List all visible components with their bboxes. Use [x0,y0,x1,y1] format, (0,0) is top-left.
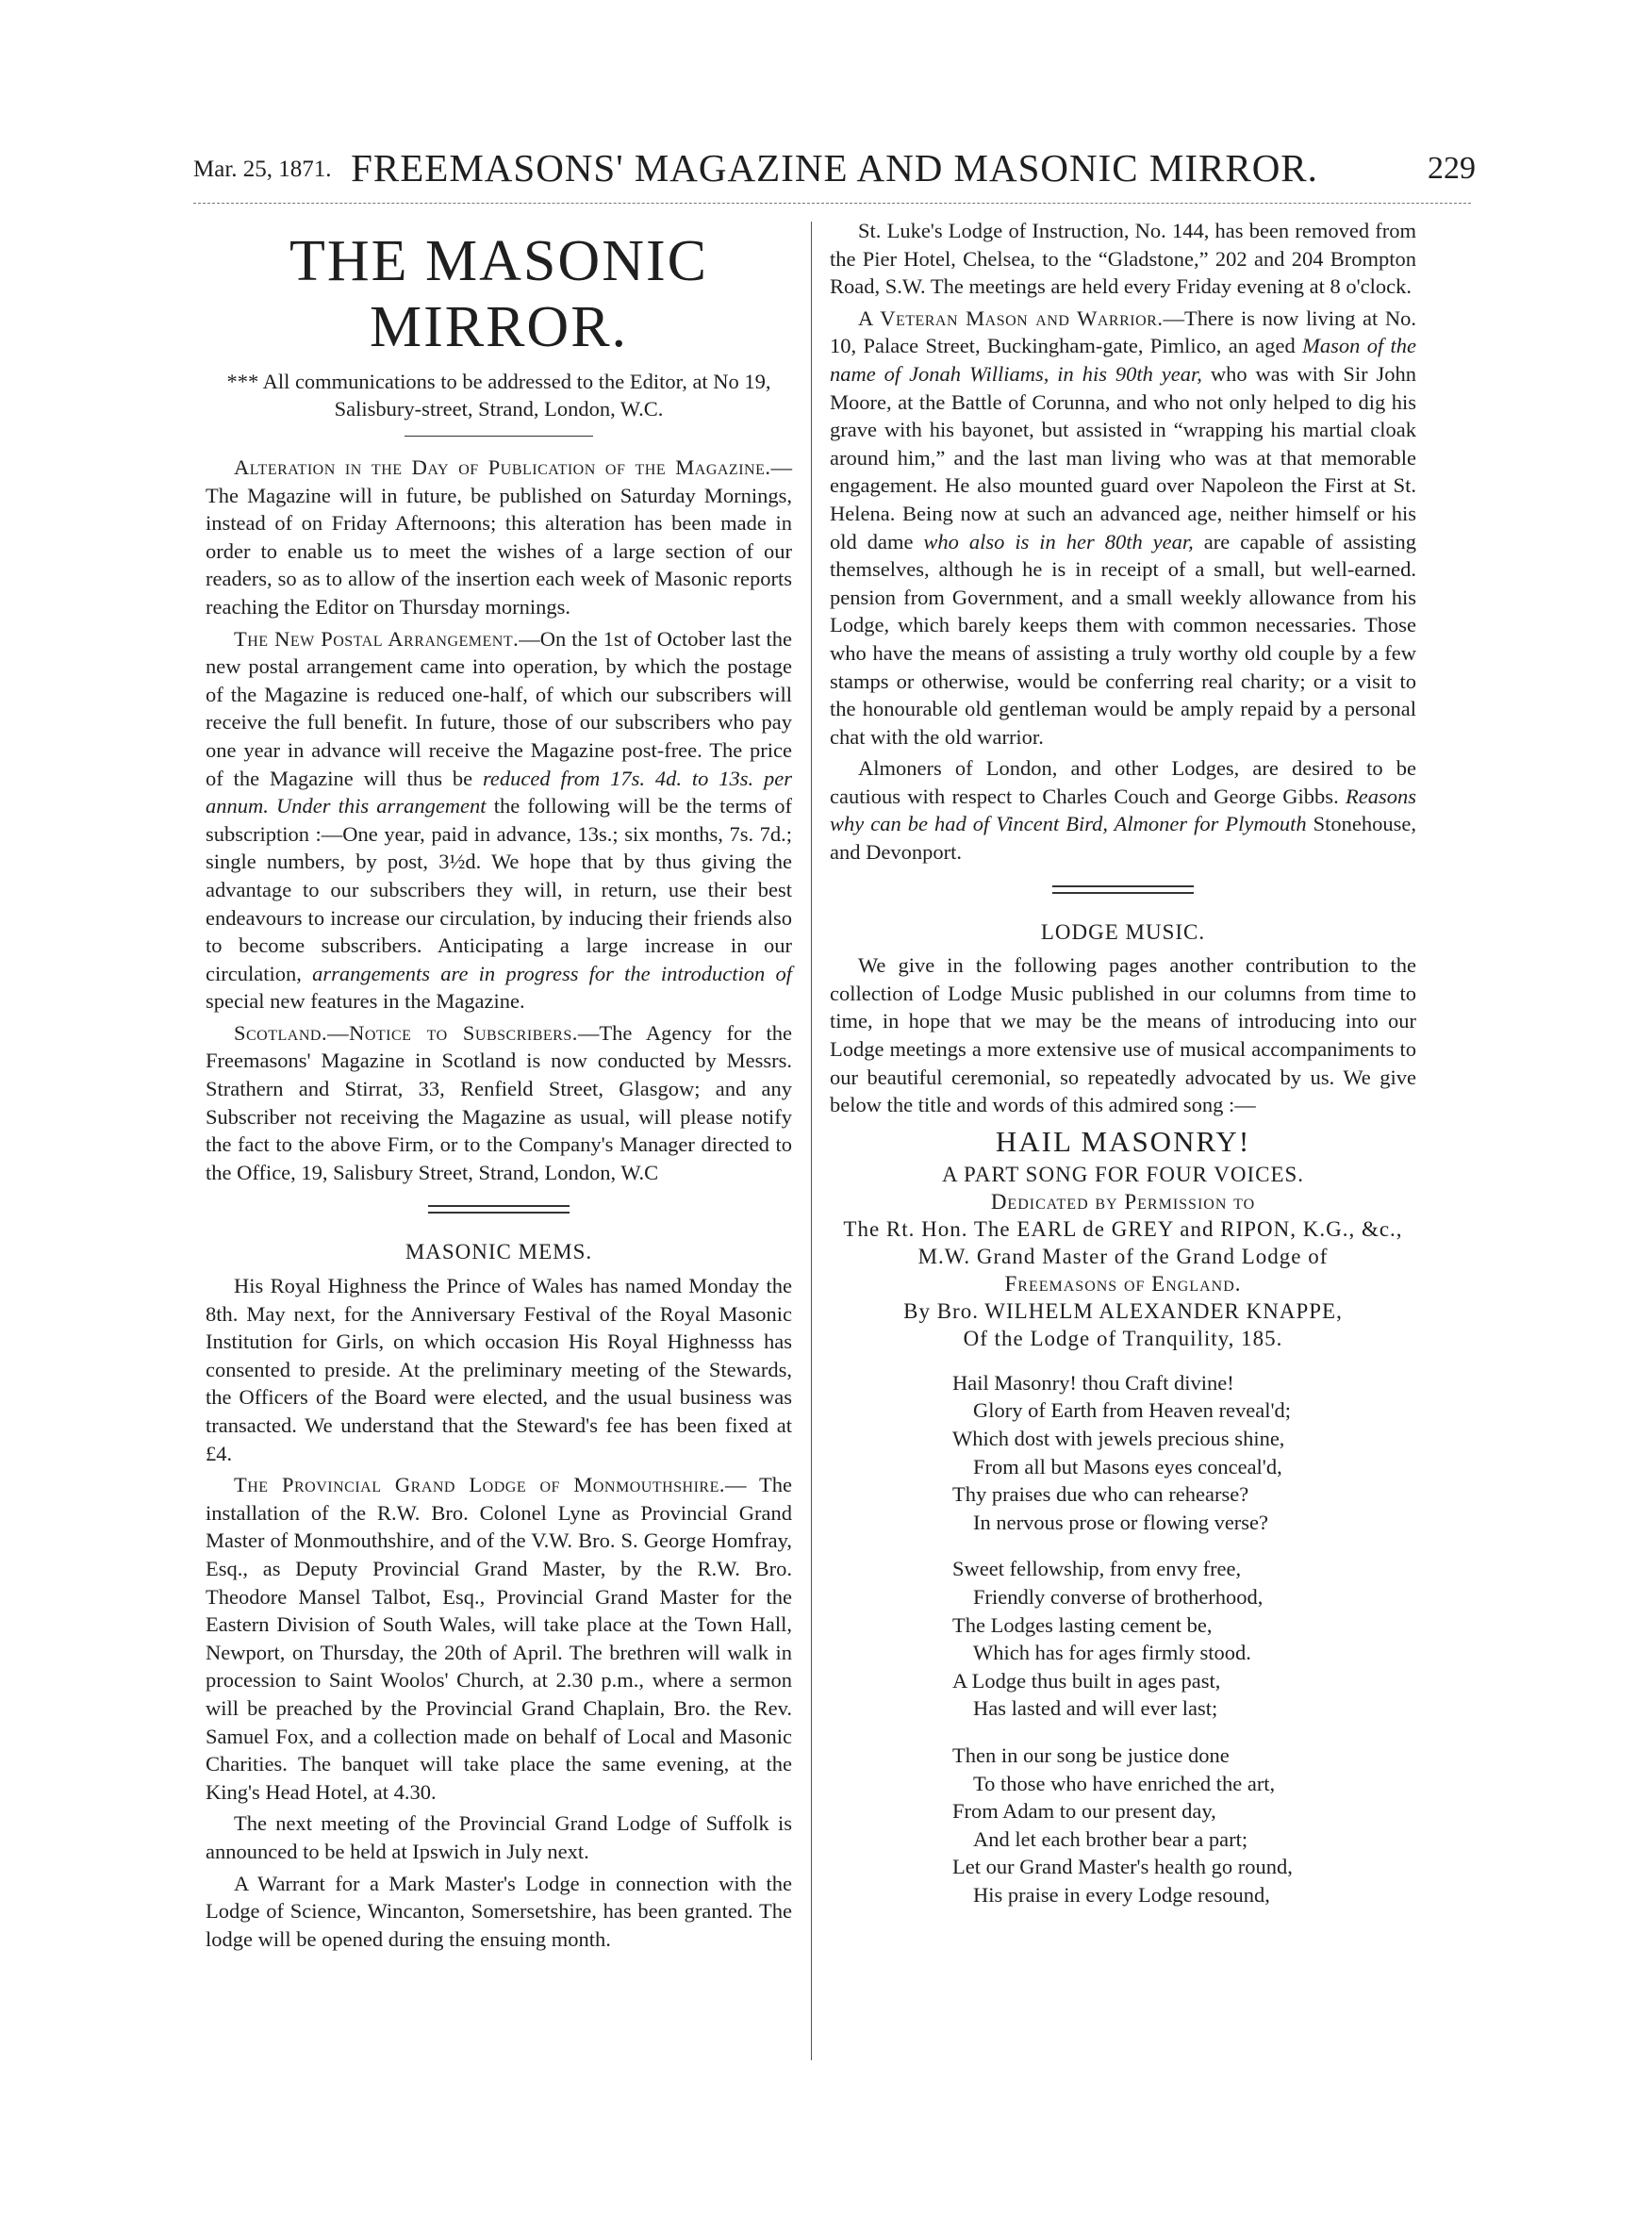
almoners-body-2: Stonehouse, and Devonport. [830,812,1416,865]
postal-head: The New Postal Arrangement. [234,626,520,651]
magazine-title: FREEMASONS' MAGAZINE AND MASONIC MIRROR. [351,146,1318,190]
mems-paragraph-3: The next meeting of the Provincial Grand Lodge of Suffolk is announced to be held at Ipswich in July next. [206,1811,792,1863]
verse-line: Friendly converse of brotherhood, [973,1584,1264,1609]
verse-line: Then in our song be justice done [952,1743,1230,1767]
song-verse-2 [952,1555,1416,1723]
alteration-paragraph [206,454,792,621]
almoners-body-1: Almoners of London, and other Lodges, are desired to be cautious with respect to Charles Couch and George Gibbs. [830,756,1416,808]
verse-line: His praise in every Lodge resound, [973,1882,1270,1907]
verse-line: To those who have enriched the art, [973,1771,1276,1795]
alteration-head: Alteration in the Day of Publication of the Magazine. [234,455,771,479]
verse-line: Sweet fellowship, from envy free, [952,1557,1242,1581]
left-column [206,217,792,1957]
verse-line: From Adam to our present day, [952,1799,1216,1824]
almoners-body-italic: Reasons why can be had of Vincent Bird, Almoner for Plymouth [830,784,1416,836]
scotland-body: —The Agency for the Freemasons' Magazine in Scotland is now conducted by Messrs. Strathern and Stirrat, 33, Renfield Street, Glasgow; and any Subscriber not receiving the Magazine as usual, will please notify the fact to the above Firm, or to the Company's Manager directed to the Office, 19, Salisbury Street, Strand, London, W.C [206,1020,792,1184]
verse-line: Hail Masonry! thou Craft divine! [952,1370,1234,1395]
scotland-paragraph [206,1019,792,1187]
verse-line: In nervous prose or flowing verse? [973,1510,1269,1534]
scotland-head: Scotland.—Notice to Subscribers. [234,1020,578,1045]
masonic-mems-heading: MASONIC MEMS. [405,1240,593,1264]
mems-paragraph-4: A Warrant for a Mark Master's Lodge in connection with the Lodge of Science, Wincanton, Somersetshire, has been granted. The lodge will be opened during the ensuing month. [206,1871,792,1951]
almoners-paragraph [830,754,1416,866]
right-column [830,217,1416,1909]
song-verse-1 [952,1369,1416,1537]
monmouthshire-head: The Provincial Grand Lodge of Monmouthshire. [234,1473,725,1497]
lodge-music-paragraph: We give in the following pages another contribution to the collection of Lodge Music published in our columns from time to time, in hope that we may be the means of introducing into our Lodge meetings a more extensive use of musical accompaniments to our beautiful ceremonial, so repeatedly advocated by us. We give below the title and words of this admired song :— [830,953,1416,1117]
masthead-rule [405,436,593,437]
postal-body-italic-2: arrangements are in progress for the introduction of [312,961,792,985]
song-title: HAIL MASONRY! [995,1124,1251,1158]
veteran-head: A Veteran Mason and Warrior. [858,306,1164,330]
song-composer: By Bro. WILHELM ALEXANDER KNAPPE, [903,1298,1343,1323]
page-number: 229 [1428,151,1476,186]
lodge-music-heading: LODGE MUSIC. [1040,919,1206,944]
monmouthshire-body: — The installation of the R.W. Bro. Colonel Lyne as Provincial Grand Master of Monmouthshire, and of the V.W. Bro. S. George Homfray, Esq., as Deputy Provincial Grand Master, by the R.W. Bro. Theodore Mansel Talbot, Esq., Provincial Grand Master for the Eastern Division of South Wales, will take place at the Town Hall, Newport, on Thursday, the 20th of April. The brethren will walk in procession to Saint Woolos' Church, at 2.30 p.m., where a sermon will be preached by the Provincial Grand Chaplain, Bro. the Rev. Samuel Fox, and a collection made on behalf of Local and Masonic Charities. The banquet will take place the same evening, at the King's Head Hotel, at 4.30. [206,1473,792,1804]
song-dedicatee-lodge: Freemasons of England. [1004,1271,1242,1296]
veteran-paragraph [830,305,1416,752]
postal-body-3: special new features in the Magazine. [206,989,525,1014]
verse-line: Has lasted and will ever last; [973,1696,1218,1721]
veteran-body-italic-2: who also is in her 80th year, [923,529,1194,553]
alteration-body: —The Magazine will in future, be published on Saturday Mornings, instead of on Friday Afternoons; this alteration has been made in order to enable us to meet the wishes of a large section of our readers, so as to allow of the insertion each week of Masonic reports reaching the Editor on Thursday mornings. [206,455,792,619]
page-header [193,141,1476,198]
header-rule [193,203,1471,204]
masthead-notice: *** All communications to be addressed to the Editor, at No 19, Salisbury-street, Strand, London, W.C. [226,370,771,421]
song-dedication: Dedicated by Permission to [990,1189,1256,1214]
postal-body-italic-1: reduced from 17s. 4d. to 13s. per annum. Under this arrangement [206,766,792,818]
song-subtitle: A PART SONG FOR FOUR VOICES. [941,1162,1305,1186]
masthead-title: THE MASONIC MIRROR. [289,229,708,359]
verse-line: Which dost with jewels precious shine, [952,1427,1285,1450]
verse-line: The Lodges lasting cement be, [952,1612,1213,1637]
st-luke-paragraph: St. Luke's Lodge of Instruction, No. 144, has been removed from the Pier Hotel, Chelsea, to the “Gladstone,” 202 and 204 Brompton Road, S.W. The meetings are held every Friday evening at 8 o'clock. [830,219,1416,299]
veteran-body-3: are capable of assisting themselves, although he is in receipt of a small, but well-earned. pension from Government, and a small weekly allowance from his Lodge, which barely keeps them with common necessaries. Those who have the means of assisting a truly worthy old couple by a few stamps or otherwise, would be conferring real charity; or a visit to the honourable old gentleman would be amply repaid by a personal chat with the old warrior. [830,529,1417,749]
verse-line: And let each brother bear a part; [973,1826,1248,1851]
verse-line: Let our Grand Master's health go round, [952,1855,1293,1879]
postal-body-1: —On the 1st of October last the new postal arrangement came into operation, by which the postage of the Magazine is reduced one-half, of which our subscribers will receive the full benefit. In future, those of our subscribers who pay one year in advance will receive the Magazine post-free. The price of the Magazine will thus be [206,626,793,790]
veteran-body-2: who was with Sir John Moore, at the Battle of Corunna, and who not only helped to dig his grave with his bayonet, but assisted in “wrapping his martial cloak around him,” and the last man living who was at that memorable engagement. He also mounted guard over Napoleon the First at St. Helena. Being now at such an advanced age, neither himself or his old dame [830,361,1416,553]
verse-line: Thy praises due who can rehearse? [952,1482,1249,1507]
veteran-body-1: —There is now living at No. 10, Palace Street, Buckingham-gate, Pimlico, an aged [830,306,1416,358]
song-verse-3 [952,1742,1416,1909]
song-dedicatee-title: M.W. Grand Master of the Grand Lodge of [917,1244,1329,1268]
song-dedicatee: The Rt. Hon. The EARL de GREY and RIPON, K.G., &c., [843,1216,1403,1241]
verse-line: Glory of Earth from Heaven reveal'd; [973,1398,1292,1423]
issue-date: Mar. 25, 1871. [193,157,332,182]
song-composer-lodge: Of the Lodge of Tranquility, 185. [963,1326,1283,1350]
mems-paragraph-2 [206,1471,792,1806]
section-rule [428,1205,570,1214]
verse-line: A Lodge thus built in ages past, [952,1668,1221,1693]
verse-line: From all but Masons eyes conceal'd, [973,1454,1282,1478]
veteran-body-italic-1: Mason of the name of Jonah Williams, in his 90th year, [830,334,1417,386]
verse-line: Which has for ages firmly stood. [973,1641,1251,1665]
postal-body-2: the following will be the terms of subscription :—One year, paid in advance, 13s.; six months, 7s. 7d.; single numbers, by post, 3½d. We hope that by thus giving the advantage to our subscribers they will, in return, use their best endeavours to increase our circulation, by inducing their friends also to become subscribers. Anticipating a large increase in our circulation, [206,794,793,985]
postal-paragraph [206,625,792,1016]
mems-paragraph-1: His Royal Highness the Prince of Wales has named Monday the 8th. May next, for the Anniversary Festival of the Royal Masonic Institution for Girls, on which occasion His Royal Highnesss has consented to preside. At the preliminary meeting of the Stewards, the Officers of the Board were elected, and the usual business was transacted. We understand that the Steward's fee has been fixed at £4. [206,1274,792,1465]
column-divider [811,222,812,2060]
section-rule-right [1052,885,1194,894]
